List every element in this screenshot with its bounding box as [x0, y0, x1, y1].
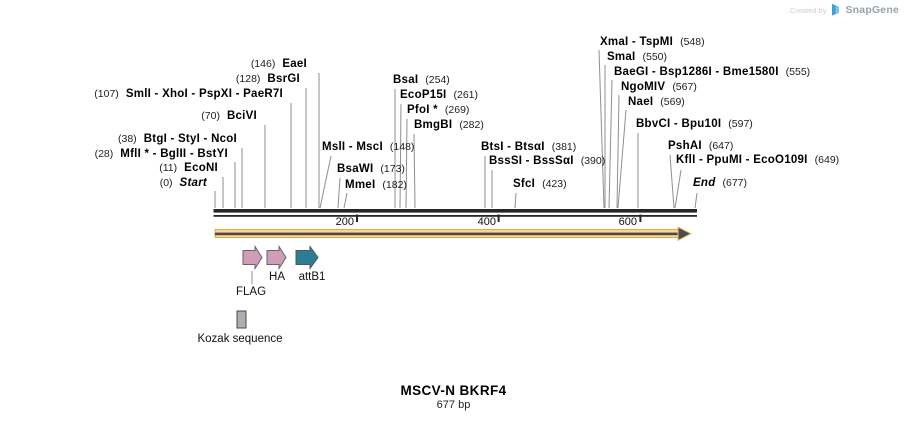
site-name: BtsI - BtsαI — [481, 140, 545, 153]
site-name: BsrGI — [267, 72, 300, 85]
enzyme-label-start[interactable] — [160, 177, 207, 190]
site-name: PfoI * — [407, 104, 438, 116]
site-position: (597) — [728, 118, 753, 130]
site-name: MflI * - BglII - BstYI — [120, 147, 228, 160]
ruler-label-200: 200 — [335, 216, 354, 228]
enzyme-label-ecop15i[interactable] — [400, 89, 478, 102]
enzyme-label-bcivi[interactable] — [201, 110, 257, 123]
site-name: BaeGI - Bsp1286I - Bme1580I — [614, 66, 779, 78]
enzyme-label-pfoi[interactable] — [407, 104, 469, 117]
site-position: (254) — [425, 73, 450, 86]
enzyme-label-eaei[interactable] — [251, 58, 307, 71]
site-position: (269) — [444, 104, 470, 116]
site-name: BbvCI - Bpu10I — [636, 118, 722, 130]
site-position: (38) — [118, 133, 137, 145]
site-name: KflI - PpuMI - EcoO109I — [676, 154, 808, 166]
enzyme-label-smli-xhoi-pspxi-paer7i[interactable] — [94, 88, 283, 101]
connector-line — [617, 95, 619, 208]
site-position: (555) — [785, 66, 811, 78]
enzyme-label-kfli-ppumi-ecoo109i[interactable] — [676, 154, 839, 167]
enzyme-label-btsi-btsai[interactable] — [481, 141, 576, 154]
site-name: MmeI — [345, 179, 376, 191]
attb1-feature-label[interactable]: attB1 — [298, 271, 326, 283]
kozak-feature-label[interactable]: Kozak sequence — [197, 333, 283, 345]
site-position: (282) — [459, 119, 484, 131]
connector-line — [618, 110, 626, 208]
connector-line — [344, 193, 347, 208]
site-name: Start — [179, 177, 207, 189]
site-position: (381) — [551, 140, 577, 153]
attb1-feature-arrow[interactable] — [296, 247, 318, 269]
connector-line — [609, 80, 612, 208]
ruler-tick-400 — [498, 215, 500, 223]
connector-line — [670, 155, 674, 208]
site-position: (567) — [672, 81, 697, 93]
site-position: (28) — [94, 147, 114, 160]
site-position: (677) — [722, 177, 747, 189]
site-position: (261) — [453, 88, 479, 101]
connector-line — [515, 193, 516, 208]
enzyme-label-bsawi[interactable] — [337, 163, 405, 176]
enzyme-label-mfli-bglii-bstyi[interactable] — [95, 148, 228, 161]
flag-feature-arrow[interactable] — [243, 247, 262, 269]
enzyme-label-bmgbi[interactable] — [414, 119, 484, 132]
site-position: (182) — [382, 179, 407, 191]
site-name: PshAI — [668, 139, 702, 152]
enzyme-label-mmei[interactable] — [345, 179, 407, 192]
site-position: (107) — [94, 88, 119, 100]
created-by-text: Created by — [789, 5, 827, 15]
site-position: (70) — [201, 109, 220, 122]
ruler-tick-600 — [639, 215, 641, 223]
site-position: (390) — [580, 154, 606, 167]
kozak-feature-box[interactable] — [237, 311, 246, 328]
enzyme-label-bsrgi[interactable] — [236, 73, 300, 86]
site-name: BtgI - StyI - NcoI — [143, 133, 237, 145]
site-name: SmaI — [607, 51, 636, 63]
site-position: (548) — [680, 36, 705, 48]
construct-arrow-head — [678, 227, 691, 240]
site-name: BciVI — [226, 109, 257, 122]
snapgene-watermark — [790, 4, 899, 16]
site-name: EcoP15I — [400, 88, 447, 101]
site-name: SfcI — [513, 178, 536, 190]
enzyme-label-end[interactable] — [693, 177, 747, 190]
site-position: (148) — [389, 140, 415, 153]
construct-arrow-center-line — [215, 233, 678, 236]
ruler-label-600: 600 — [618, 216, 637, 228]
site-name: NgoMIV — [621, 81, 666, 93]
site-name: SmlI - XhoI - PspXI - PaeR7I — [125, 88, 283, 100]
backbone-line-top[interactable] — [214, 209, 698, 213]
site-name: MslI - MscI — [322, 140, 383, 153]
site-position: (423) — [542, 178, 567, 190]
site-position: (649) — [814, 154, 840, 166]
site-name: EaeI — [282, 57, 307, 70]
connector-line — [400, 104, 401, 208]
construct-span-arrow[interactable] — [215, 227, 691, 240]
ha-feature-arrow[interactable] — [267, 247, 286, 269]
construct-length: 677 bp — [436, 399, 471, 411]
site-position: (550) — [642, 51, 668, 63]
site-position: (0) — [159, 177, 173, 189]
enzyme-label-btgi-styi-ncoi[interactable] — [118, 133, 237, 146]
connector-line — [338, 178, 340, 208]
connector-line — [599, 50, 604, 208]
site-name: XmaI - TspMI — [600, 36, 674, 48]
enzyme-label-bsai[interactable] — [393, 74, 450, 87]
site-position: (647) — [708, 139, 734, 152]
site-position: (128) — [235, 72, 261, 85]
enzyme-label-pshai[interactable] — [668, 140, 733, 153]
flag-feature-label[interactable]: FLAG — [235, 286, 267, 298]
enzyme-label-bsssi-bsssai[interactable] — [489, 155, 605, 168]
site-name: End — [693, 177, 716, 189]
site-name: BsaWI — [337, 163, 374, 175]
enzyme-label-baegi-bsp1286i-bme1580i[interactable] — [614, 66, 810, 79]
site-name: BsaI — [393, 73, 419, 86]
ruler-label-400: 400 — [477, 216, 496, 228]
site-name: NaeI — [628, 96, 654, 108]
enzyme-label-naei[interactable] — [628, 96, 685, 109]
site-position: (569) — [660, 96, 685, 108]
enzyme-label-xmai-tspmi[interactable] — [600, 36, 705, 49]
connector-line — [695, 193, 697, 208]
construct-title: MSCV-N BKRF4 — [400, 383, 507, 398]
site-position: (11) — [159, 162, 178, 174]
site-name: BssSI - BssSαI — [489, 154, 574, 167]
enzyme-label-ngomiv[interactable] — [621, 81, 697, 94]
enzyme-label-msli-msci[interactable] — [322, 141, 414, 154]
connector-line — [675, 170, 681, 208]
enzyme-label-econi[interactable] — [159, 162, 218, 175]
site-position: (146) — [250, 57, 276, 70]
snapgene-brand-text: SnapGene — [845, 4, 899, 16]
site-position: (173) — [380, 163, 405, 175]
snapgene-logo-icon — [831, 4, 840, 16]
site-name: BmgBI — [414, 119, 453, 131]
connector-line — [406, 119, 407, 208]
site-name: EcoNI — [184, 162, 218, 174]
enzyme-label-sfci[interactable] — [513, 178, 567, 191]
ruler-tick-200 — [356, 215, 358, 223]
connector-line — [320, 156, 331, 208]
ha-feature-label[interactable]: HA — [269, 271, 285, 283]
enzyme-label-bbvci-bpu10i[interactable] — [636, 118, 753, 131]
enzyme-label-smai[interactable] — [607, 51, 667, 64]
